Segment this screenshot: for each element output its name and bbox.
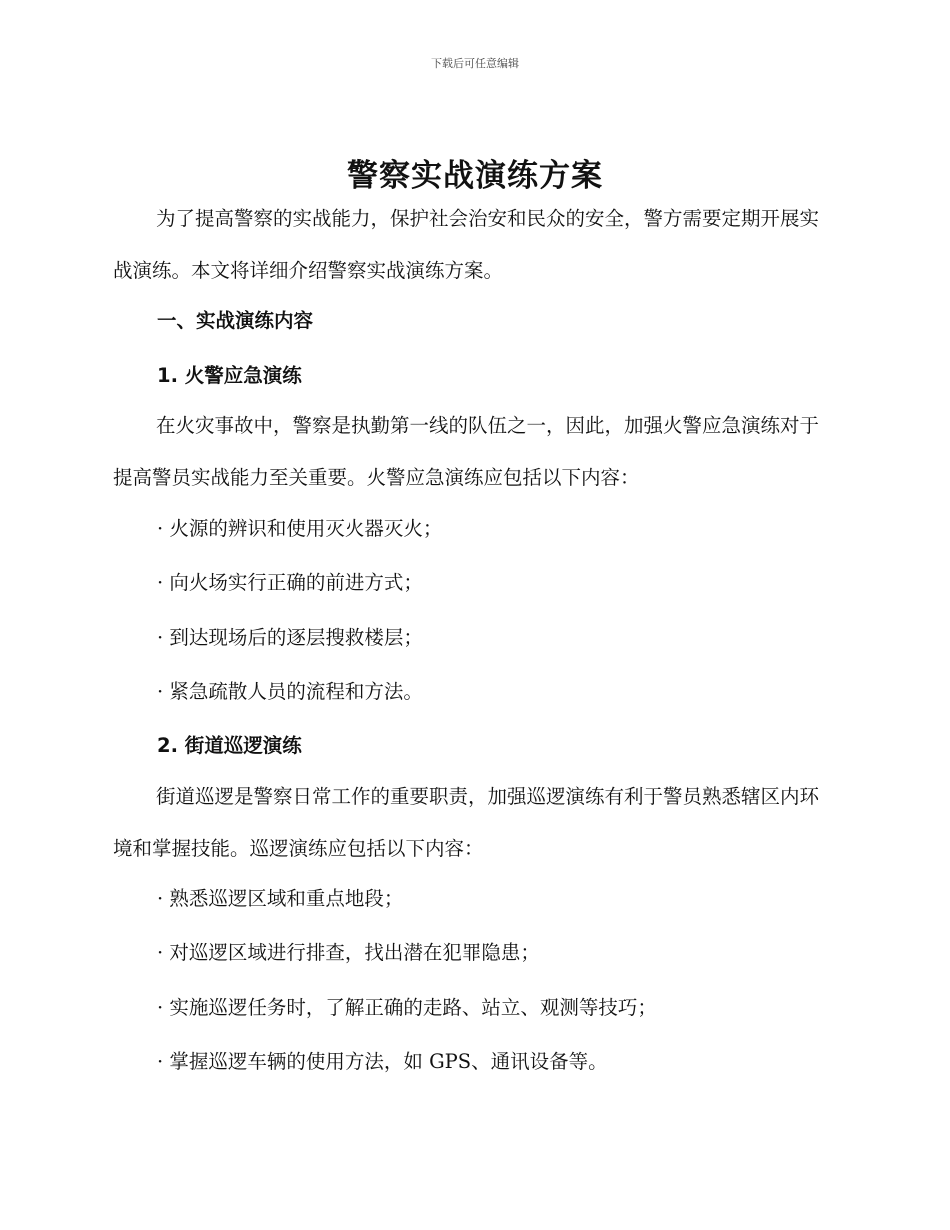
subsection-heading-fire-drill: 1. 火警应急演练 <box>157 364 302 387</box>
document-title: 警察实战演练方案 <box>347 158 603 194</box>
list-item: · 向火场实行正确的前进方式； <box>157 571 423 594</box>
patrol-drill-paragraph: 街道巡逻是警察日常工作的重要职责，加强巡逻演练有利于警员熟悉辖区内环境和掌握技能。巡逻演练应包括以下内容： <box>113 785 820 860</box>
list-item: · 到达现场后的逐层搜救楼层； <box>157 626 423 649</box>
list-item: · 熟悉巡逻区域和重点地段； <box>157 887 404 910</box>
list-item: · 实施巡逻任务时，了解正确的走路、站立、观测等技巧； <box>157 996 657 1019</box>
intro-paragraph: 为了提高警察的实战能力，保护社会治安和民众的安全，警方需要定期开展实战演练。本文将详细介绍警察实战演练方案。 <box>113 207 820 282</box>
header-note: 下载后可任意编辑 <box>431 57 519 70</box>
list-item: · 紧急疏散人员的流程和方法。 <box>157 680 423 703</box>
list-item: · 火源的辨识和使用灭火器灭火； <box>157 517 443 540</box>
fire-drill-paragraph: 在火灾事故中，警察是执勤第一线的队伍之一，因此，加强火警应急演练对于提高警员实战能力至关重要。火警应急演练应包括以下内容： <box>113 414 820 489</box>
list-item: · 掌握巡逻车辆的使用方法，如 GPS、通讯设备等。 <box>157 1050 608 1073</box>
section-heading: 一、实战演练内容 <box>157 309 314 332</box>
subsection-heading-patrol-drill: 2. 街道巡逻演练 <box>157 734 302 757</box>
list-item: · 对巡逻区域进行排查，找出潜在犯罪隐患； <box>157 941 540 964</box>
